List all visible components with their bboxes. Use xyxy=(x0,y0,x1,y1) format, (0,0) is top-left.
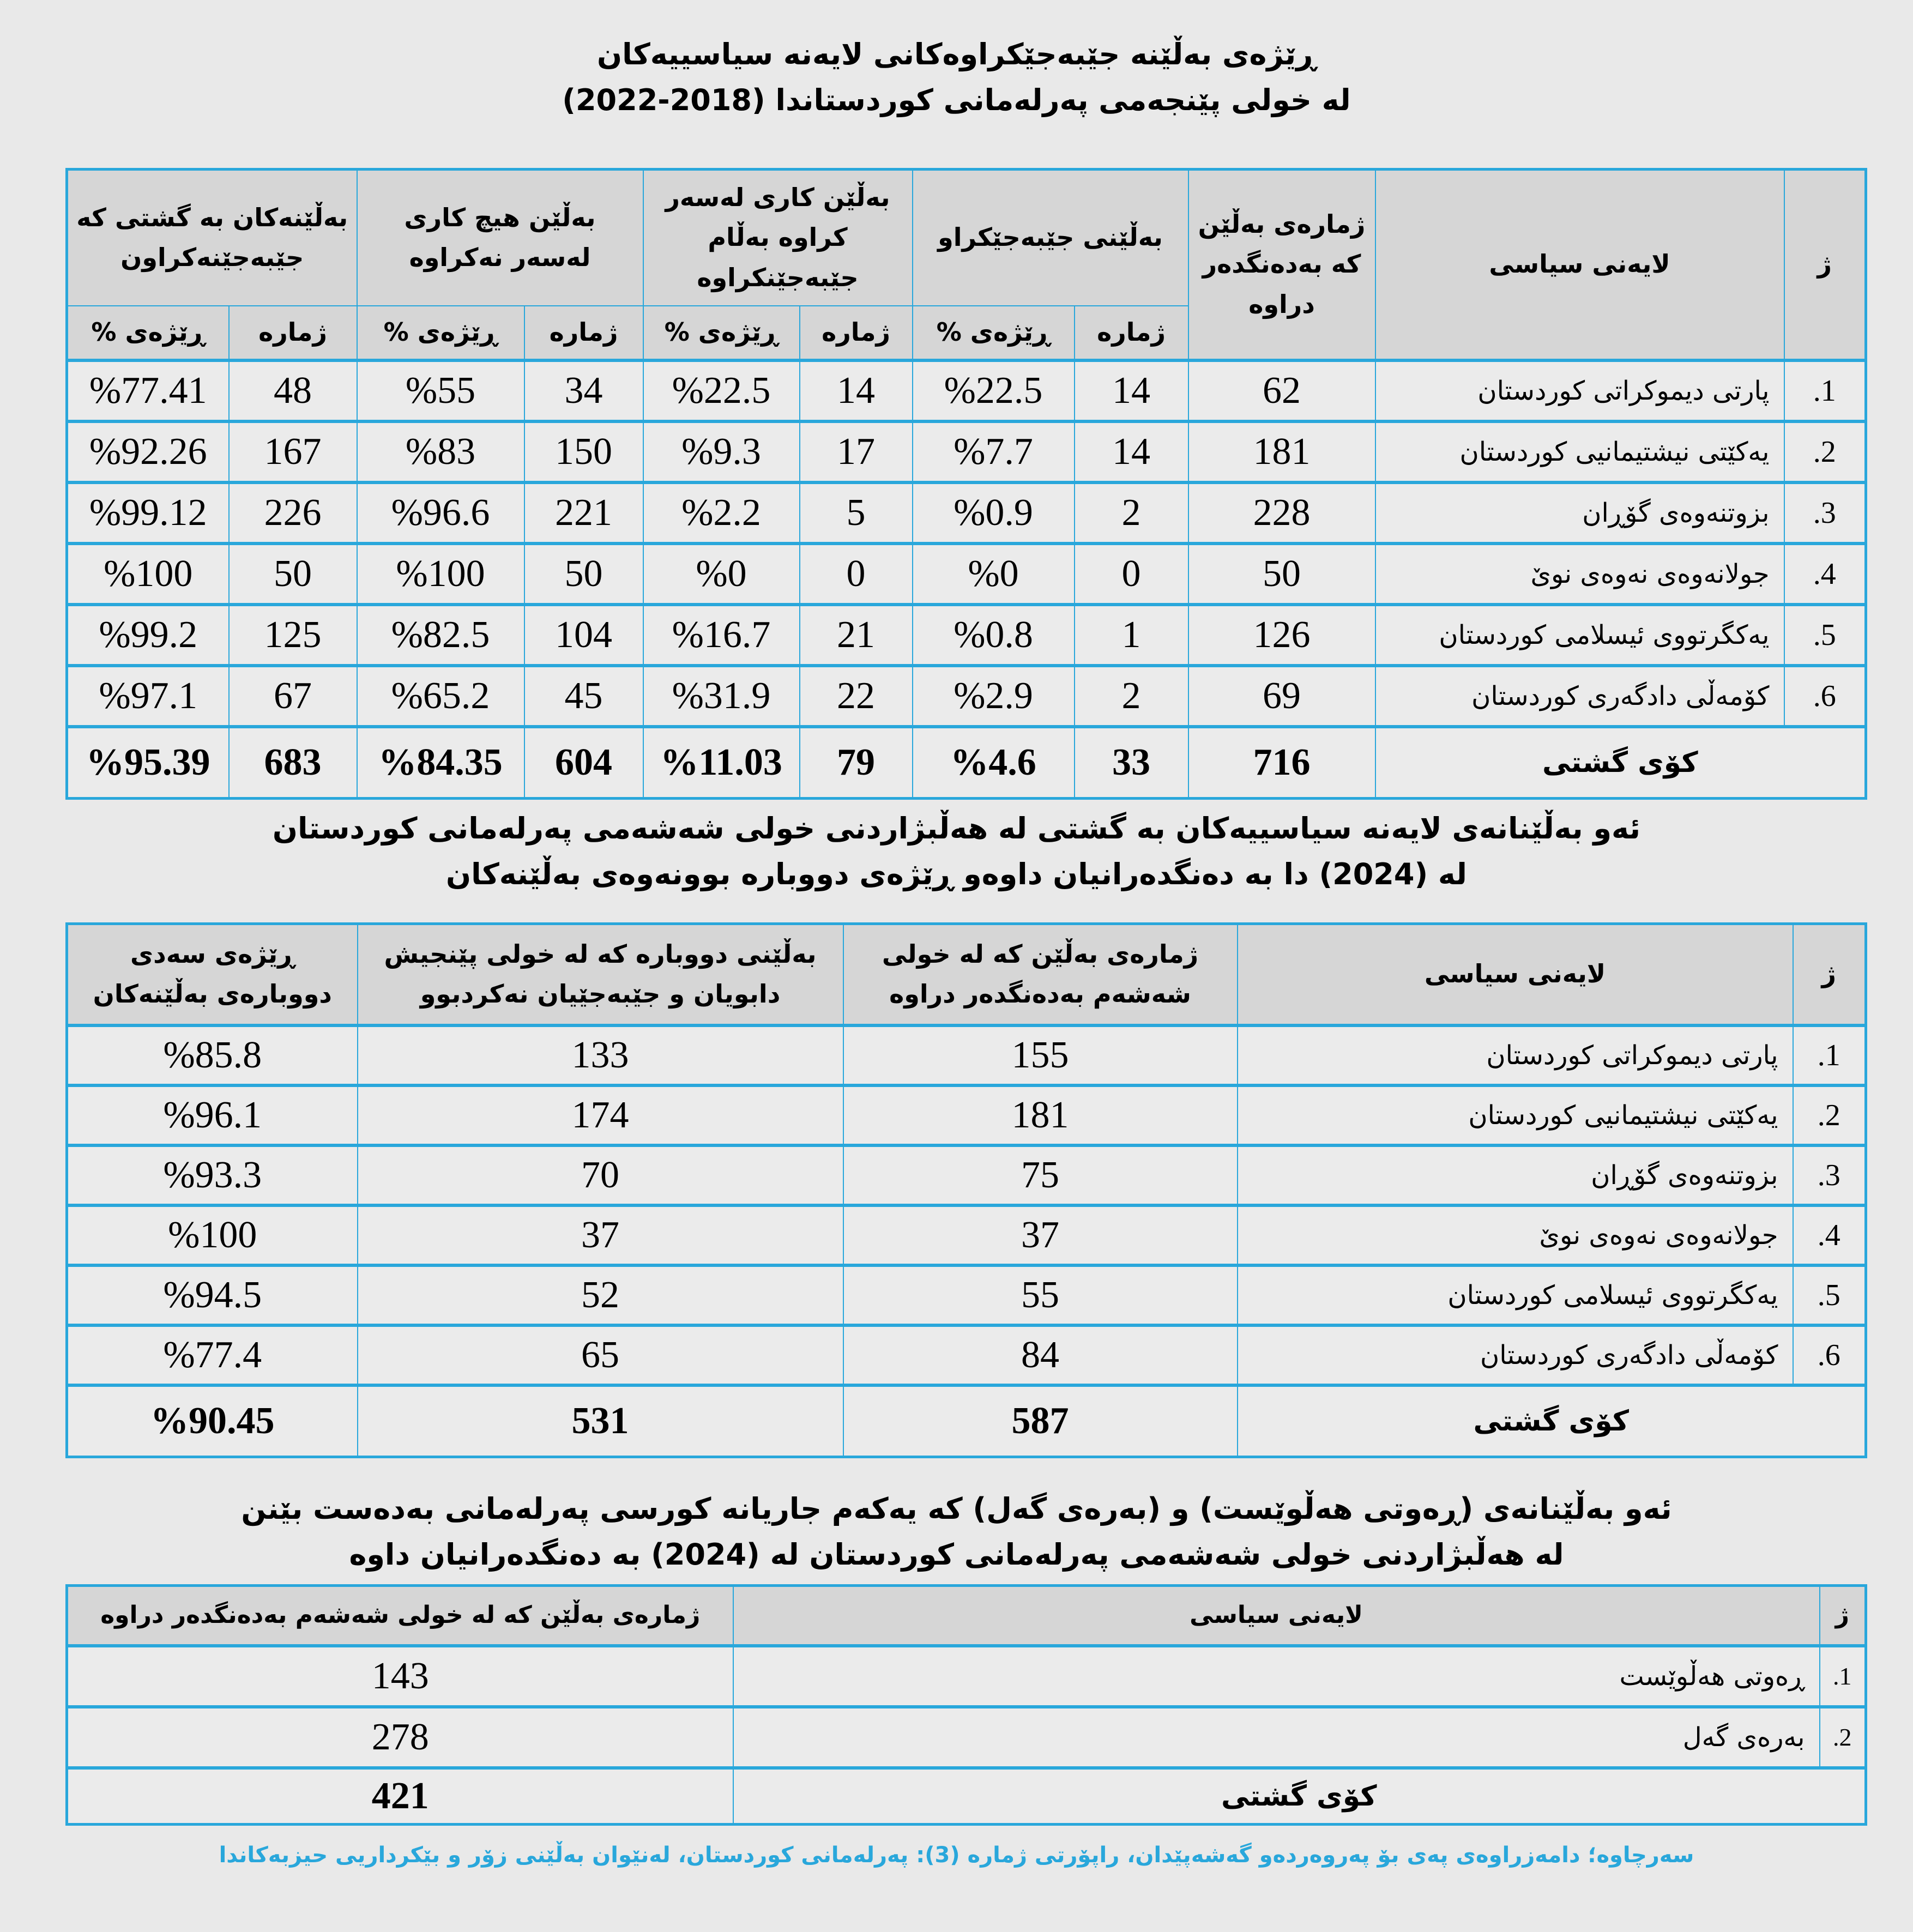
table-row xyxy=(67,1205,1866,1265)
cell-repeat-percent: %94.5 xyxy=(67,1265,358,1325)
table-row xyxy=(67,666,1866,727)
column-header-count: ژمارە xyxy=(1075,306,1188,360)
column-header-row-no: ژ xyxy=(1793,924,1866,1025)
total-promises-round6: 421 xyxy=(67,1768,733,1825)
cell-notimplemented-percent: %77.41 xyxy=(67,360,229,421)
cell-notimplemented-count: 50 xyxy=(229,544,357,605)
column-header-row-no: ژ xyxy=(1784,170,1866,360)
party-name: یەکگرتووی ئیسلامی کوردستان xyxy=(1375,605,1784,666)
column-header-percent: ڕێژەی % xyxy=(67,306,229,360)
cell-promises-given: 228 xyxy=(1188,482,1375,544)
column-group-no-work-done: بەڵێن هیچ کاری لەسەر نەکراوە xyxy=(357,170,643,306)
table-row xyxy=(67,1265,1866,1325)
cell-nowork-count: 50 xyxy=(524,544,643,605)
column-header-row-no: ژ xyxy=(1820,1586,1866,1646)
cell-repeated-count: 52 xyxy=(358,1265,843,1325)
row-number: 5. xyxy=(1793,1265,1866,1325)
cell-implemented-percent: %22.5 xyxy=(913,360,1075,421)
column-header-party: لایەنی سیاسی xyxy=(1238,924,1793,1025)
cell-promises-given: 69 xyxy=(1188,666,1375,727)
cell-repeat-percent: %77.4 xyxy=(67,1325,358,1385)
cell-nowork-count: 45 xyxy=(524,666,643,727)
table-row xyxy=(67,1025,1866,1085)
cell-promises-round6: 278 xyxy=(67,1707,733,1768)
party-name: پارتی دیموکراتی کوردستان xyxy=(1238,1025,1793,1085)
cell-worked-count: 5 xyxy=(800,482,913,544)
total-label: کۆی گشتی xyxy=(733,1768,1866,1825)
cell-nowork-count: 150 xyxy=(524,421,643,482)
table3-title-line1: ئەو بەڵێنانەی (ڕەوتی هەڵوێست) و (بەرەی گەل) کە یەکەم جاریانە کورسی پەرلەمانی بەدەست بێنن xyxy=(241,1492,1672,1526)
total-implemented-count: 33 xyxy=(1075,727,1188,799)
total-nowork-count: 604 xyxy=(524,727,643,799)
cell-repeated-count: 133 xyxy=(358,1025,843,1085)
total-worked-count: 79 xyxy=(800,727,913,799)
cell-promises-round6: 143 xyxy=(67,1646,733,1707)
party-name: بەرەی گەل xyxy=(733,1707,1820,1768)
cell-promises-given: 126 xyxy=(1188,605,1375,666)
cell-worked-percent: %2.2 xyxy=(643,482,800,544)
cell-promises-round6: 84 xyxy=(843,1325,1238,1385)
party-name: یەکێتی نیشتیمانیی کوردستان xyxy=(1375,421,1784,482)
party-name: پارتی دیموکراتی کوردستان xyxy=(1375,360,1784,421)
column-header-repeated-from-round5: بەڵێنی دووبارە کە لە خولی پێنجیش دابویان و جێبەجێیان نەکردبوو xyxy=(358,924,843,1025)
column-header-promises-round6: ژمارەی بەڵێن کە لە خولی شەشەم بەدەنگدەر دراوە xyxy=(843,924,1238,1025)
cell-implemented-count: 2 xyxy=(1075,482,1188,544)
table-row xyxy=(67,544,1866,605)
table1-title-line2: لە خولی پێنجەمی پەرلەمانی کوردستاندا (2018-2022) xyxy=(562,82,1351,117)
row-number: 1. xyxy=(1784,360,1866,421)
cell-repeated-count: 174 xyxy=(358,1085,843,1145)
row-number: 6. xyxy=(1784,666,1866,727)
total-promises-given: 716 xyxy=(1188,727,1375,799)
cell-nowork-percent: %82.5 xyxy=(357,605,524,666)
table1-title xyxy=(0,32,1913,123)
cell-notimplemented-count: 226 xyxy=(229,482,357,544)
row-number: 3. xyxy=(1784,482,1866,544)
cell-promises-round6: 181 xyxy=(843,1085,1238,1145)
table1-title-line1: ڕێژەی بەڵێنە جێبەجێکراوەکانی لایەنە سیاسییەکان xyxy=(597,37,1316,71)
column-group-implemented: بەڵێنی جێبەجێکراو xyxy=(913,170,1188,306)
party-name: جولانەوەی نەوەی نوێ xyxy=(1375,544,1784,605)
cell-implemented-percent: %0.9 xyxy=(913,482,1075,544)
row-number: 2. xyxy=(1820,1707,1866,1768)
party-name: یەکێتی نیشتیمانیی کوردستان xyxy=(1238,1085,1793,1145)
row-number: 2. xyxy=(1784,421,1866,482)
cell-implemented-count: 14 xyxy=(1075,421,1188,482)
table3-title xyxy=(0,1486,1913,1577)
table-row xyxy=(67,1646,1866,1707)
cell-promises-round6: 37 xyxy=(843,1205,1238,1265)
table-row xyxy=(67,1707,1866,1768)
table-row xyxy=(67,605,1866,666)
cell-worked-percent: %9.3 xyxy=(643,421,800,482)
cell-nowork-percent: %55 xyxy=(357,360,524,421)
cell-promises-given: 181 xyxy=(1188,421,1375,482)
cell-promises-given: 50 xyxy=(1188,544,1375,605)
cell-nowork-percent: %65.2 xyxy=(357,666,524,727)
cell-worked-percent: %22.5 xyxy=(643,360,800,421)
table-row xyxy=(67,1085,1866,1145)
total-label: کۆی گشتی xyxy=(1238,1385,1866,1457)
cell-notimplemented-count: 167 xyxy=(229,421,357,482)
cell-implemented-percent: %0 xyxy=(913,544,1075,605)
cell-worked-count: 0 xyxy=(800,544,913,605)
column-header-party: لایەنی سیاسی xyxy=(733,1586,1820,1646)
column-header-repeat-percent: ڕێژەی سەدی دووبارەی بەڵێنەکان xyxy=(67,924,358,1025)
row-number: 4. xyxy=(1793,1205,1866,1265)
row-number: 5. xyxy=(1784,605,1866,666)
cell-implemented-count: 0 xyxy=(1075,544,1188,605)
party-name: بزوتنەوەی گۆڕان xyxy=(1238,1145,1793,1205)
implemented-promises-table xyxy=(65,168,1867,800)
row-number: 1. xyxy=(1793,1025,1866,1085)
total-worked-percent: %11.03 xyxy=(643,727,800,799)
table-row xyxy=(67,1145,1866,1205)
cell-worked-percent: %31.9 xyxy=(643,666,800,727)
cell-implemented-percent: %2.9 xyxy=(913,666,1075,727)
cell-worked-percent: %16.7 xyxy=(643,605,800,666)
total-row xyxy=(67,1768,1866,1825)
total-row xyxy=(67,727,1866,799)
cell-nowork-count: 104 xyxy=(524,605,643,666)
table2-title-line1: ئەو بەڵێنانەی لایەنە سیاسییەکان بە گشتی لە هەڵبژاردنی خولی شەشەمی پەرلەمانی کوردستان xyxy=(272,811,1641,846)
column-header-percent: ڕێژەی % xyxy=(643,306,800,360)
cell-notimplemented-percent: %100 xyxy=(67,544,229,605)
cell-nowork-percent: %96.6 xyxy=(357,482,524,544)
cell-implemented-count: 1 xyxy=(1075,605,1188,666)
cell-repeat-percent: %93.3 xyxy=(67,1145,358,1205)
cell-notimplemented-percent: %92.26 xyxy=(67,421,229,482)
row-number: 3. xyxy=(1793,1145,1866,1205)
cell-promises-round6: 155 xyxy=(843,1025,1238,1085)
cell-worked-count: 21 xyxy=(800,605,913,666)
cell-notimplemented-percent: %97.1 xyxy=(67,666,229,727)
cell-worked-count: 14 xyxy=(800,360,913,421)
party-name: یەکگرتووی ئیسلامی کوردستان xyxy=(1238,1265,1793,1325)
party-name: کۆمەڵی دادگەری کوردستان xyxy=(1238,1325,1793,1385)
cell-implemented-percent: %0.8 xyxy=(913,605,1075,666)
total-repeated-count: 531 xyxy=(358,1385,843,1457)
row-number: 2. xyxy=(1793,1085,1866,1145)
row-number: 1. xyxy=(1820,1646,1866,1707)
row-number: 6. xyxy=(1793,1325,1866,1385)
cell-nowork-percent: %83 xyxy=(357,421,524,482)
cell-implemented-percent: %7.7 xyxy=(913,421,1075,482)
cell-nowork-count: 221 xyxy=(524,482,643,544)
cell-notimplemented-count: 125 xyxy=(229,605,357,666)
cell-notimplemented-percent: %99.2 xyxy=(67,605,229,666)
table-row xyxy=(67,421,1866,482)
cell-notimplemented-percent: %99.12 xyxy=(67,482,229,544)
total-label: کۆی گشتی xyxy=(1375,727,1866,799)
column-header-count: ژمارە xyxy=(524,306,643,360)
cell-worked-count: 22 xyxy=(800,666,913,727)
party-name: ڕەوتی هەڵوێست xyxy=(733,1646,1820,1707)
repeated-promises-table xyxy=(65,922,1867,1458)
cell-promises-given: 62 xyxy=(1188,360,1375,421)
cell-implemented-count: 2 xyxy=(1075,666,1188,727)
column-header-promises-given: ژمارەی بەڵێن کە بەدەنگدەر دراوە xyxy=(1188,170,1375,360)
table-row xyxy=(67,1325,1866,1385)
cell-promises-round6: 75 xyxy=(843,1145,1238,1205)
cell-nowork-count: 34 xyxy=(524,360,643,421)
column-group-worked-not-implemented: بەڵێن کاری لەسەر کراوە بەڵام جێبەجێنکراوە xyxy=(643,170,913,306)
total-notimplemented-count: 683 xyxy=(229,727,357,799)
cell-repeat-percent: %85.8 xyxy=(67,1025,358,1085)
party-name: کۆمەڵی دادگەری کوردستان xyxy=(1375,666,1784,727)
table3-title-line2: لە هەڵبژاردنی خولی شەشەمی پەرلەمانی کوردستان لە (2024) بە دەنگدەرانیان داوە xyxy=(349,1537,1564,1572)
row-number: 4. xyxy=(1784,544,1866,605)
table2-header-row xyxy=(67,924,1866,1025)
column-header-promises-round6: ژمارەی بەڵێن کە لە خولی شەشەم بەدەنگدەر دراوە xyxy=(67,1586,733,1646)
total-notimplemented-percent: %95.39 xyxy=(67,727,229,799)
table2-title-line2: لە (2024) دا بە دەنگدەرانیان داوەو ڕێژەی دووبارە بوونەوەی بەڵێنەکان xyxy=(446,856,1467,891)
table1-header-group-row xyxy=(67,170,1866,306)
table-row xyxy=(67,482,1866,544)
total-nowork-percent: %84.35 xyxy=(357,727,524,799)
cell-promises-round6: 55 xyxy=(843,1265,1238,1325)
cell-notimplemented-count: 67 xyxy=(229,666,357,727)
cell-repeat-percent: %100 xyxy=(67,1205,358,1265)
cell-repeated-count: 70 xyxy=(358,1145,843,1205)
column-header-count: ژمارە xyxy=(800,306,913,360)
total-implemented-percent: %4.6 xyxy=(913,727,1075,799)
cell-nowork-percent: %100 xyxy=(357,544,524,605)
total-repeat-percent: %90.45 xyxy=(67,1385,358,1457)
new-parties-promises-table xyxy=(65,1584,1867,1826)
cell-repeated-count: 37 xyxy=(358,1205,843,1265)
table2-title xyxy=(0,806,1913,897)
total-promises-round6: 587 xyxy=(843,1385,1238,1457)
cell-implemented-count: 14 xyxy=(1075,360,1188,421)
party-name: جولانەوەی نەوەی نوێ xyxy=(1238,1205,1793,1265)
column-header-party: لایەنی سیاسی xyxy=(1375,170,1784,360)
column-header-percent: ڕێژەی % xyxy=(913,306,1075,360)
source-note: سەرچاوە؛ دامەزراوەی پەی بۆ پەروەردەو گەشەپێدان، راپۆرتی ژماره (3): پەرلەمانی کوردستان، لەنێوان بەڵێنی زۆر و بێکرداریی حیزبەکاندا xyxy=(219,1843,1694,1868)
table3-header-row xyxy=(67,1586,1866,1646)
total-row xyxy=(67,1385,1866,1457)
cell-notimplemented-count: 48 xyxy=(229,360,357,421)
party-name: بزوتنەوەی گۆڕان xyxy=(1375,482,1784,544)
column-header-count: ژمارە xyxy=(229,306,357,360)
cell-repeat-percent: %96.1 xyxy=(67,1085,358,1145)
column-header-percent: ڕێژەی % xyxy=(357,306,524,360)
cell-worked-percent: %0 xyxy=(643,544,800,605)
table-row xyxy=(67,360,1866,421)
cell-repeated-count: 65 xyxy=(358,1325,843,1385)
cell-worked-count: 17 xyxy=(800,421,913,482)
column-group-not-implemented-overall: بەڵێنەکان بە گشتی کە جێبەجێنەکراون xyxy=(67,170,357,306)
